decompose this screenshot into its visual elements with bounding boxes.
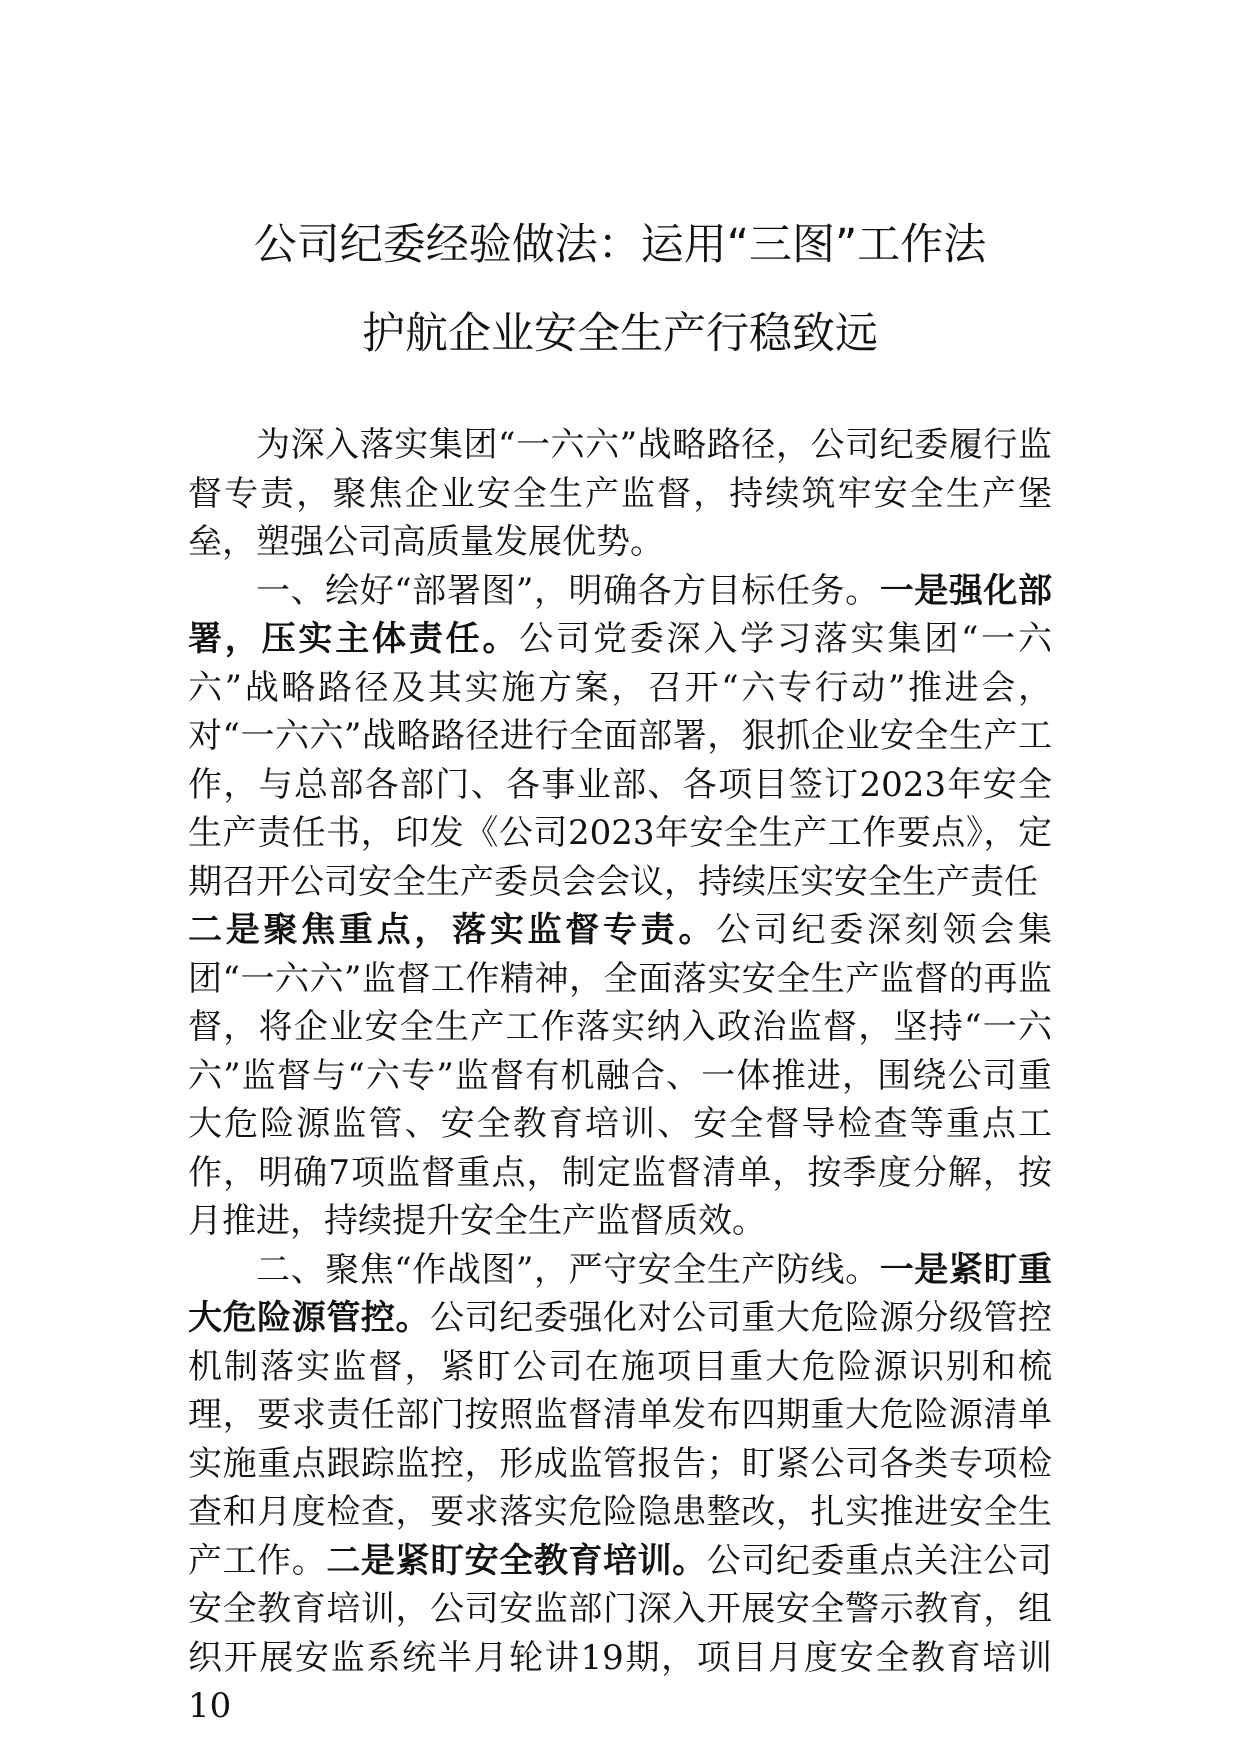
point-text-2-1: 公司纪委强化对公司重大危险源分级管控机制落实监督，紧盯公司在施项目重大危险源识别和梳理，要求责任部门按照监督清单发布四期重大危险源清单实施重点跟踪监控，形成监管报告；盯紧公司各类专项检查和月度检查，要求落实危险隐患整改，扎实推进安全生产工作。: [188, 1298, 1053, 1581]
point-text-1-2: 公司纪委深刻领会集团“一六六”监督工作精神，全面落实安全生产监督的再监督，将企业安全生产工作落实纳入政治监督，坚持“一六六”监督与“六专”监督有机融合、一体推进，围绕公司重大危险源监管、安全教育培训、安全督导检查等重点工作，明确7项监督重点，制定监督清单，按季度分解，按月推进，持续提升安全生产监督质效。: [188, 910, 1053, 1241]
point-heading-1-2: 二是聚焦重点，落实监督专责。: [188, 910, 717, 950]
document-title-line-2: 护航企业安全生产行稳致远: [362, 309, 878, 359]
paragraph-section-1: [188, 567, 1052, 1246]
point-heading-2-1: 一是紧盯重大危险源管控。: [188, 1249, 1053, 1338]
paragraph-section-2: [188, 1246, 1052, 1731]
section-heading-1: 一、绘好“部署图”，明确各方目标任务。: [256, 570, 880, 611]
paragraph-intro: 为深入落实集团“一六六”战略路径，公司纪委履行监督专责，聚焦企业安全生产监督，持续筑牢安全生产堡垒，塑强公司高质量发展优势。: [188, 425, 1052, 562]
point-heading-2-2: 二是紧盯安全教育培训。: [326, 1540, 707, 1581]
point-text-1-1: 公司党委深入学习落实集团“一六六”战略路径及其实施方案，召开“六专行动”推进会，对“一六六”战略路径进行全面部署，狠抓企业安全生产工作，与总部各部门、各事业部、各项目签订2023年安全生产责任书，印发《公司2023年安全生产工作要点》，定期召开公司安全生产委员会会议，持续压实安全生产责任: [188, 619, 1052, 902]
point-heading-1-1: 一是强化部署，压实主体责任。: [188, 570, 1053, 659]
section-heading-2: 二、聚焦“作战图”，严守安全生产防线。: [256, 1249, 880, 1290]
point-text-2-2: 公司纪委重点关注公司安全教育培训，公司安监部门深入开展安全警示教育，组织开展安监系统半月轮讲19期，项目月度安全教育培训10: [188, 1540, 1053, 1726]
document-title-line-1: 公司纪委经验做法：运用“三图”工作法: [253, 220, 987, 270]
document-body: [188, 421, 1052, 1731]
